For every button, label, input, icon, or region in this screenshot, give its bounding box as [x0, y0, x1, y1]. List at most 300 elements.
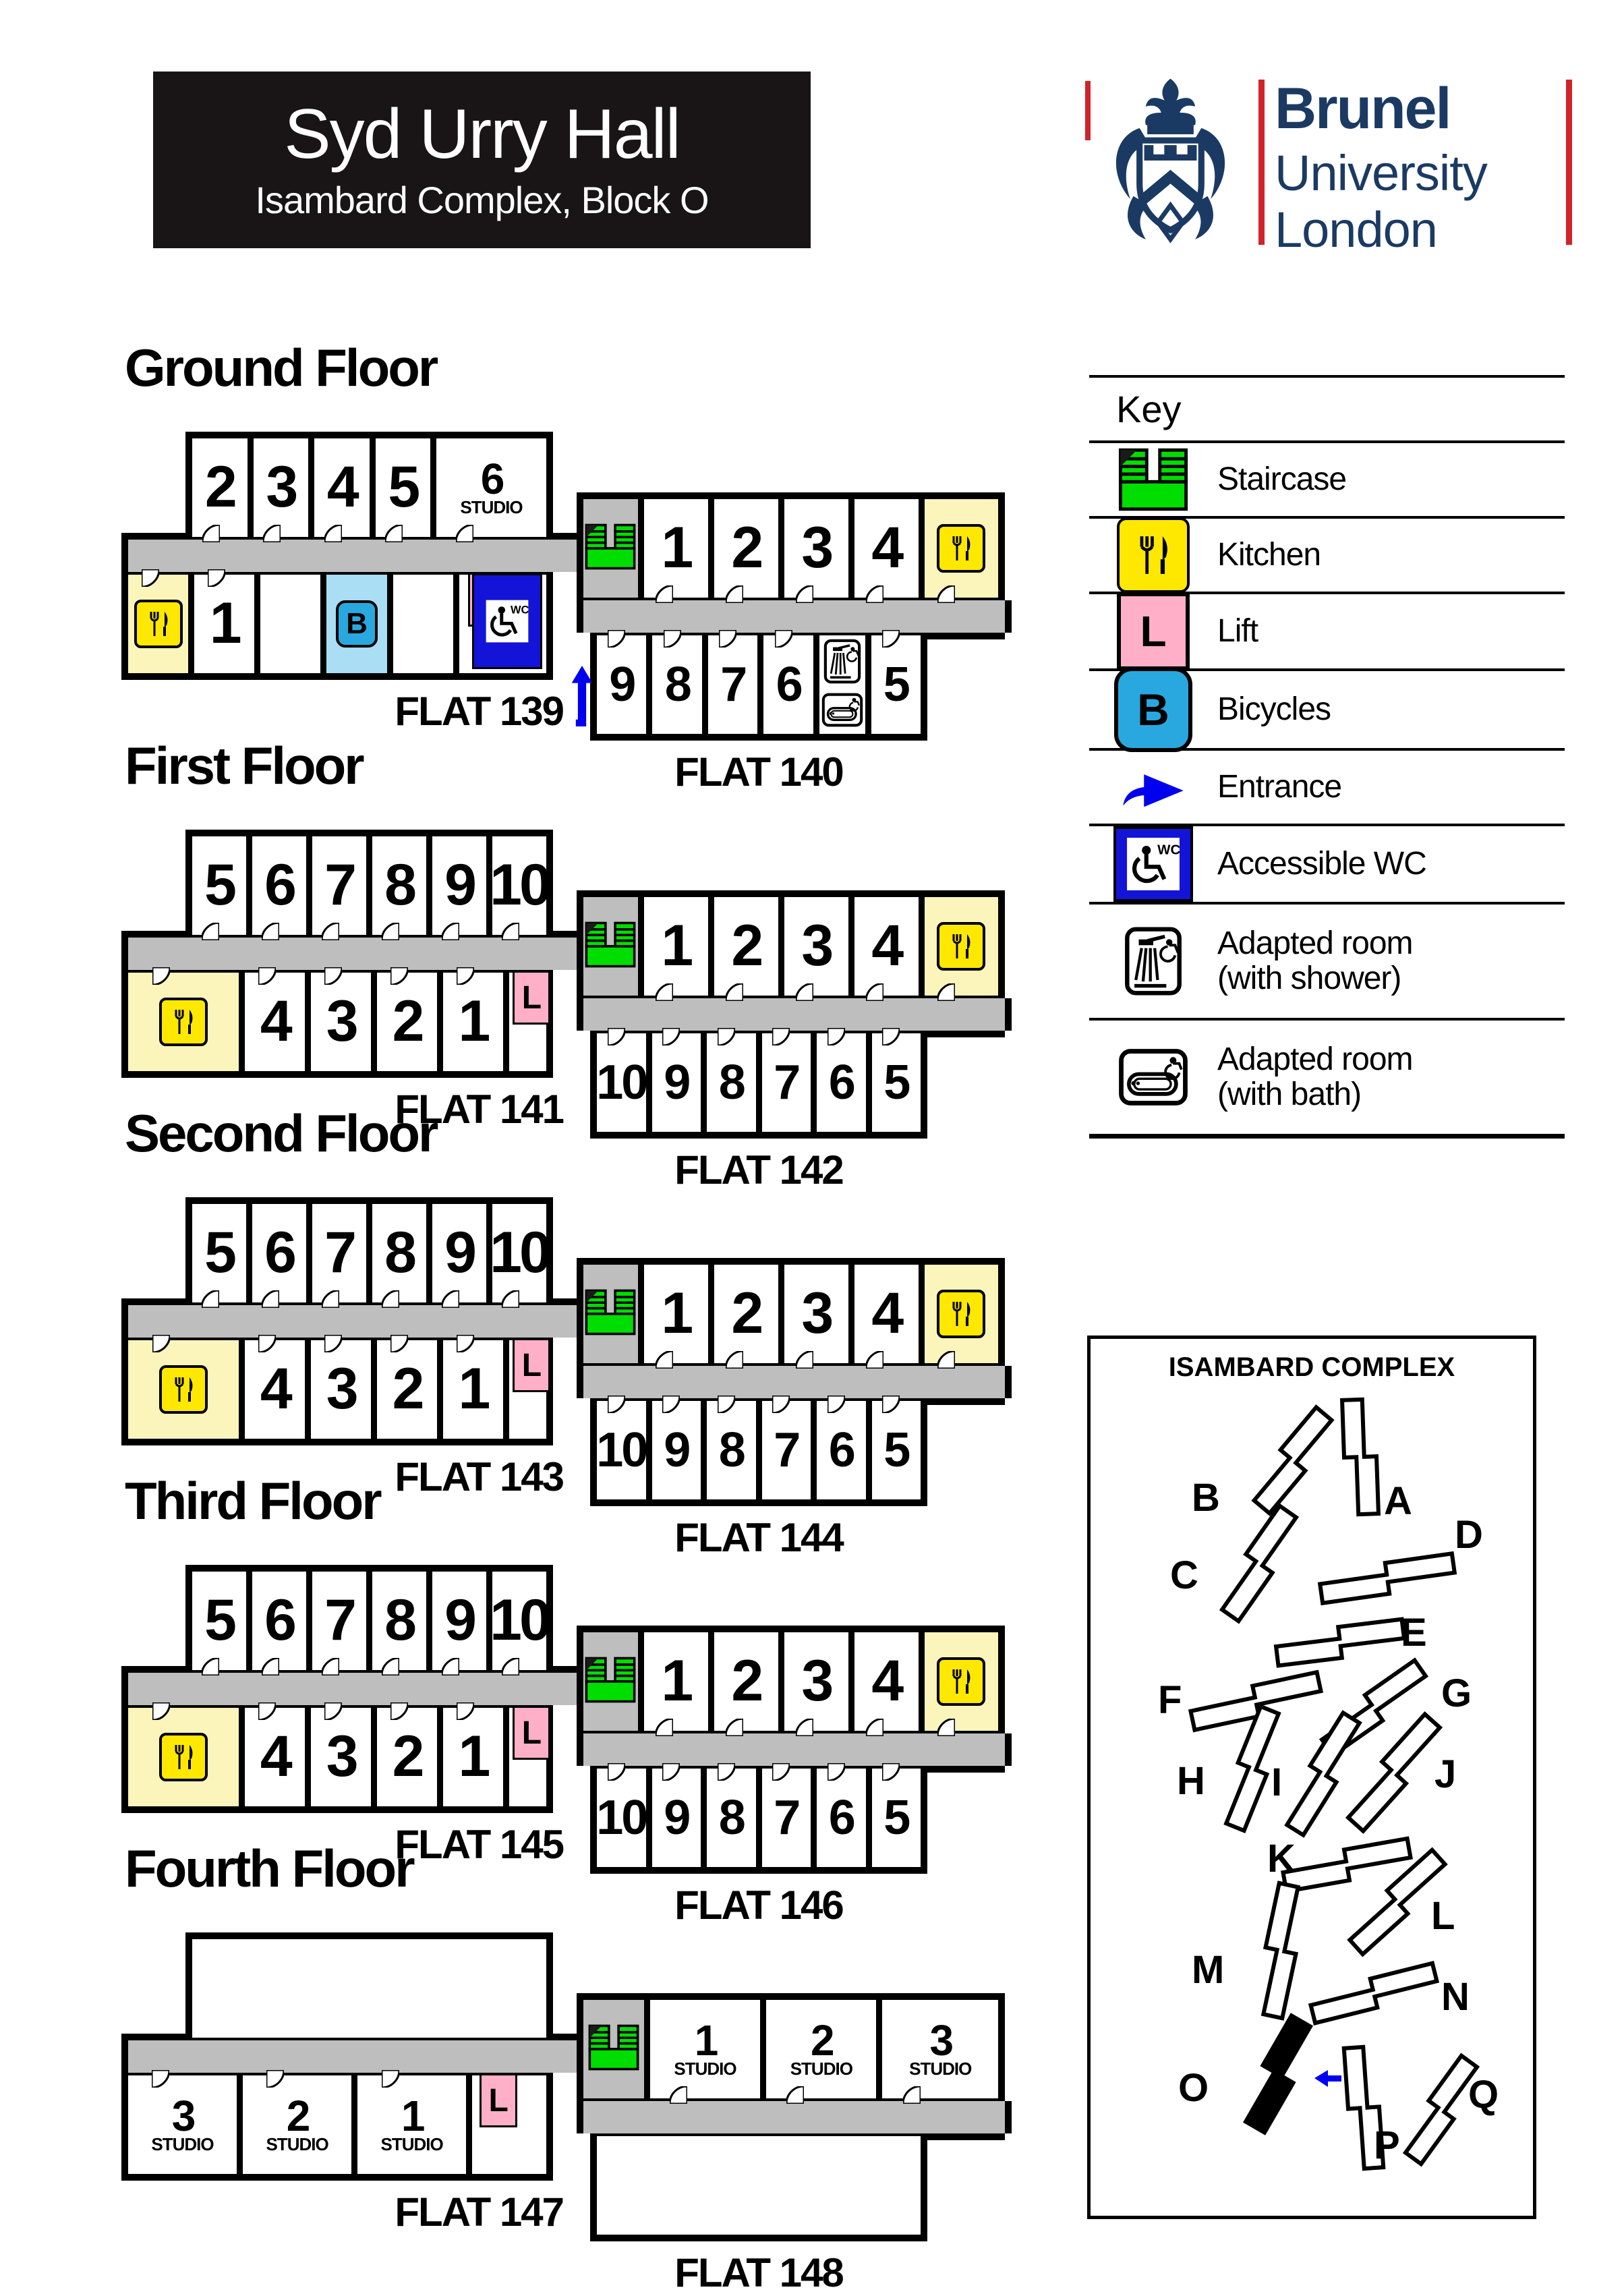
- kitchen-icon: [1117, 517, 1190, 593]
- key-item-lift: [1089, 592, 1565, 668]
- room-lift: [509, 1705, 546, 1806]
- key-item-label: Bicycles: [1217, 691, 1331, 728]
- map-label-g: G: [1441, 1671, 1472, 1715]
- room-7: [762, 1031, 811, 1132]
- room-number: 3: [929, 2015, 952, 2065]
- door-arc-icon: [324, 1335, 342, 1352]
- flat-label-flat-146: FLAT 146: [674, 1883, 843, 1928]
- logo-red-bar-right: [1566, 80, 1572, 245]
- door-arc-icon: [726, 983, 743, 1001]
- door-arc-icon: [726, 1719, 743, 1736]
- room-number: 10: [490, 1220, 549, 1286]
- key-item-accessible-wc: [1089, 824, 1565, 902]
- door-arc-icon: [718, 1028, 735, 1045]
- room-5: [376, 438, 431, 540]
- room-number: 3: [801, 913, 832, 979]
- room-4: [854, 499, 919, 600]
- room-number: 10: [596, 1055, 647, 1110]
- door-arc-icon: [937, 585, 955, 603]
- room-kitchen: [128, 572, 188, 673]
- room-kitchen: [925, 1632, 998, 1733]
- staircase-icon: [1089, 448, 1217, 511]
- room-number: 7: [774, 1423, 799, 1477]
- door-arc-icon: [656, 983, 673, 1001]
- floor-heading-second-floor: Second Floor: [125, 1103, 437, 1163]
- room-2: [714, 1632, 778, 1733]
- room-8: [707, 1031, 756, 1132]
- floor-heading-first-floor: First Floor: [125, 736, 363, 795]
- room-9: [652, 1031, 701, 1132]
- room-7: [312, 836, 366, 938]
- door-arc-icon: [828, 1028, 845, 1045]
- room-number: 9: [609, 657, 635, 712]
- map-label-j: J: [1434, 1752, 1457, 1796]
- room-row-right-top: [577, 1258, 1005, 1366]
- room-row-left-top: [185, 1932, 553, 2040]
- page-subtitle: Isambard Complex, Block O: [255, 179, 709, 222]
- room-number: 1: [209, 591, 239, 656]
- room-number: 3: [171, 2091, 194, 2140]
- room-staircase: [583, 1632, 638, 1733]
- flat-label-flat-147: FLAT 147: [395, 2189, 563, 2235]
- room-3: [784, 1265, 848, 1366]
- room-8: [652, 633, 701, 734]
- map-canvas: [1091, 1383, 1533, 2212]
- bicycles-icon: [1089, 667, 1217, 752]
- door-arc-icon: [202, 923, 219, 940]
- logo-word-london: London: [1275, 202, 1437, 258]
- room-row-left-bottom: [121, 1705, 553, 1813]
- room-kitchen: [128, 1705, 239, 1806]
- room-number: 1: [401, 2091, 423, 2140]
- room-7: [312, 1572, 366, 1673]
- door-arc-icon: [324, 1702, 342, 1720]
- room-row-left-top: [185, 1565, 553, 1673]
- room-4: [854, 1265, 919, 1366]
- door-arc-icon: [262, 1290, 279, 1308]
- room-number: 2: [731, 515, 761, 581]
- room-number: 2: [286, 2091, 308, 2140]
- key-item-label: Staircase: [1217, 461, 1347, 498]
- map-label-q: Q: [1468, 2073, 1499, 2117]
- room-number: 5: [883, 1790, 909, 1845]
- door-arc-icon: [656, 1351, 673, 1369]
- door-arc-icon: [202, 1658, 219, 1675]
- room-number: 5: [204, 1588, 234, 1653]
- room-1: [644, 1632, 708, 1733]
- key-item-adapted-room-with-shower: [1089, 902, 1565, 1018]
- room-2: [714, 1265, 778, 1366]
- room-number: 8: [384, 853, 414, 918]
- lift-icon: L: [513, 973, 550, 1025]
- map-label-i: I: [1271, 1760, 1283, 1804]
- room-number: 2: [392, 1724, 422, 1789]
- room-7: [312, 1204, 366, 1305]
- room-10: [597, 1398, 646, 1499]
- map-label-k: K: [1267, 1837, 1296, 1881]
- door-arc-icon: [664, 630, 681, 648]
- page-title: Syd Urry Hall: [284, 94, 680, 173]
- room-5: [872, 1031, 921, 1132]
- room-staircase: [583, 1265, 638, 1366]
- floor-heading-third-floor: Third Floor: [125, 1471, 380, 1530]
- door-arc-icon: [796, 1351, 813, 1369]
- logo-word-university: University: [1275, 145, 1487, 201]
- room-number: 3: [801, 515, 832, 581]
- room-5: [192, 1204, 246, 1305]
- room-row-right-bottom: [590, 1398, 927, 1506]
- lift-icon: [1089, 592, 1217, 670]
- room-number: 6: [264, 1220, 294, 1286]
- room-number: 10: [490, 853, 549, 918]
- flat-label-flat-139: FLAT 139: [395, 689, 563, 734]
- staircase-icon: [585, 921, 636, 971]
- room-number: 4: [871, 913, 902, 979]
- door-arc-icon: [772, 1396, 790, 1413]
- room-7: [762, 1398, 811, 1499]
- room-2: [192, 438, 248, 540]
- key-title: Key: [1116, 388, 1182, 430]
- room-sub-label: STUDIO: [909, 2059, 972, 2079]
- room-number: 5: [204, 1220, 234, 1286]
- key-item-label: Entrance: [1217, 769, 1342, 805]
- key-item-adapted-room-with-bath: [1089, 1018, 1565, 1139]
- room-number: 4: [260, 989, 290, 1054]
- room-3: [784, 499, 848, 600]
- key-item-staircase: [1089, 440, 1565, 516]
- room-number: 1: [661, 515, 691, 581]
- room-4: [854, 1632, 919, 1733]
- map-label-p: P: [1374, 2123, 1400, 2167]
- room-number: 2: [392, 1356, 422, 1422]
- floor-heading-ground-floor: Ground Floor: [125, 338, 437, 397]
- kitchen-icon: [159, 998, 208, 1046]
- room-number: 6: [264, 1588, 294, 1653]
- flat-label-flat-140: FLAT 140: [674, 749, 843, 795]
- room-blank: [597, 2133, 921, 2235]
- lift-icon: L: [513, 1340, 550, 1392]
- door-arc-icon: [608, 630, 625, 648]
- logo-wordmark: [1275, 76, 1487, 258]
- room-1: [194, 572, 254, 673]
- room-number: 7: [324, 1588, 354, 1653]
- door-arc-icon: [390, 1335, 408, 1352]
- room-row-right-top: [577, 890, 1005, 998]
- room-5: [192, 836, 246, 938]
- room-number: 9: [664, 1055, 689, 1110]
- map-label-e: E: [1401, 1611, 1427, 1655]
- door-arc-icon: [937, 983, 955, 1001]
- room-9: [652, 1766, 701, 1867]
- room-6: [252, 836, 306, 938]
- room-10: [597, 1031, 646, 1132]
- room-row-right-bottom: [590, 633, 927, 741]
- logo-red-bar-mid: [1258, 80, 1265, 245]
- lift-icon: L: [513, 1708, 550, 1760]
- room-number: 1: [458, 1356, 488, 1422]
- door-arc-icon: [258, 1335, 276, 1352]
- door-arc-icon: [266, 2070, 284, 2088]
- door-arc-icon: [262, 1658, 279, 1675]
- room-3: [311, 1338, 371, 1439]
- staircase-icon: [585, 523, 636, 573]
- room-9: [597, 633, 646, 734]
- map-title: ISAMBARD COMPLEX: [1168, 1352, 1455, 1382]
- room-number: 8: [718, 1790, 744, 1845]
- door-arc-icon: [718, 1763, 735, 1781]
- key-item-entrance: [1089, 748, 1565, 824]
- room-7: [708, 633, 757, 734]
- door-arc-icon: [937, 1351, 955, 1369]
- bicycles-icon: B: [336, 600, 378, 648]
- door-arc-icon: [324, 967, 342, 985]
- room-number: 5: [883, 657, 908, 712]
- lift-icon: L: [480, 2075, 517, 2127]
- map-building-n: [1308, 1963, 1439, 2024]
- room-kitchen: [128, 970, 239, 1071]
- flat-label-flat-145: FLAT 145: [395, 1822, 563, 1867]
- door-arc-icon: [390, 967, 408, 985]
- room-blank: [192, 1939, 546, 2040]
- room-number: 8: [384, 1588, 414, 1653]
- room-kitchen: [925, 1265, 998, 1366]
- door-arc-icon: [457, 1702, 474, 1720]
- room-3-studio: [128, 2073, 237, 2174]
- title-box: [153, 71, 811, 248]
- door-arc-icon: [662, 1763, 680, 1781]
- room-row-left-top: [185, 1197, 553, 1305]
- svg-text:WC: WC: [510, 604, 529, 616]
- room-1: [443, 1338, 503, 1439]
- room-number: 3: [266, 455, 296, 520]
- corridor: [121, 1673, 593, 1705]
- door-arc-icon: [772, 1028, 790, 1045]
- corridor: [583, 1366, 1012, 1398]
- room-number: 10: [596, 1423, 647, 1477]
- room-number: 8: [718, 1055, 744, 1110]
- room-4: [245, 1338, 305, 1439]
- door-arc-icon: [866, 1351, 883, 1369]
- door-arc-icon: [656, 585, 673, 603]
- room-number: 2: [731, 913, 761, 979]
- room-2-studio: [766, 2000, 876, 2101]
- door-arc-icon: [152, 1335, 170, 1352]
- bicycles-icon: B: [1114, 667, 1192, 752]
- door-arc-icon: [828, 1763, 845, 1781]
- door-arc-icon: [502, 1658, 519, 1675]
- room-number: 9: [664, 1790, 689, 1845]
- room-number: 3: [801, 1281, 832, 1346]
- room-5: [872, 1766, 921, 1867]
- door-arc-icon: [662, 1396, 680, 1413]
- room-3: [254, 438, 309, 540]
- door-arc-icon: [322, 1290, 339, 1308]
- door-arc-icon: [656, 1719, 673, 1736]
- room-number: 6: [828, 1423, 854, 1477]
- room-9: [432, 836, 486, 938]
- room-6: [817, 1031, 866, 1132]
- kitchen-icon: [937, 922, 985, 971]
- room-10: [490, 1572, 549, 1673]
- room-lift: [509, 970, 546, 1071]
- map-label-n: N: [1441, 1975, 1470, 2019]
- corridor: [583, 998, 1012, 1031]
- adapted-shower-icon: [823, 639, 861, 687]
- room-lift-wc: [459, 572, 546, 673]
- room-lift: [472, 2073, 546, 2174]
- key-item-label: Kitchen: [1217, 537, 1321, 573]
- room-9: [432, 1204, 486, 1305]
- door-arc-icon: [382, 1290, 399, 1308]
- door-arc-icon: [608, 1396, 625, 1413]
- door-arc-icon: [322, 923, 339, 940]
- room-staircase: [583, 2000, 644, 2101]
- room-row-left-bottom: [121, 2073, 553, 2181]
- door-arc-icon: [502, 1290, 519, 1308]
- room-number: 5: [388, 455, 418, 520]
- room-row-left-bottom: [121, 970, 553, 1078]
- key-panel: [1089, 375, 1565, 1139]
- room-1: [644, 1265, 708, 1366]
- door-arc-icon: [324, 525, 342, 542]
- room-number: 3: [326, 989, 356, 1054]
- door-arc-icon: [775, 630, 792, 648]
- room-8: [372, 836, 426, 938]
- door-arc-icon: [152, 2070, 169, 2088]
- room-8: [707, 1766, 756, 1867]
- room-number: 10: [490, 1588, 549, 1653]
- room-number: 2: [811, 2015, 832, 2065]
- door-arc-icon: [382, 2070, 399, 2088]
- room-number: 1: [661, 1281, 691, 1346]
- door-arc-icon: [457, 1335, 474, 1352]
- room-1: [644, 897, 708, 998]
- door-arc-icon: [796, 585, 813, 603]
- door-arc-icon: [263, 525, 281, 542]
- door-arc-icon: [258, 1702, 276, 1720]
- kitchen-icon: [1089, 517, 1217, 593]
- door-arc-icon: [786, 2086, 804, 2104]
- door-arc-icon: [719, 630, 736, 648]
- room-row-left-top: [185, 830, 553, 938]
- map-building-e: [1275, 1619, 1405, 1666]
- room-8: [372, 1572, 426, 1673]
- corridor: [121, 1305, 593, 1338]
- map-label-h: H: [1177, 1759, 1205, 1803]
- flat-label-flat-143: FLAT 143: [395, 1454, 563, 1499]
- room-row-right-top: [577, 492, 1005, 600]
- door-arc-icon: [442, 923, 459, 940]
- door-arc-icon: [882, 1028, 900, 1045]
- room-8: [372, 1204, 426, 1305]
- door-arc-icon: [457, 967, 474, 985]
- room-row-left-bottom: [121, 572, 553, 680]
- room-blank: [393, 572, 453, 673]
- map-building-b: [1245, 1407, 1341, 1513]
- room-1: [443, 1705, 503, 1806]
- room-number: 6: [480, 454, 502, 503]
- map-label-m: M: [1192, 1948, 1225, 1992]
- door-arc-icon: [608, 1028, 625, 1045]
- room-number: 5: [883, 1055, 909, 1110]
- flat-label-flat-144: FLAT 144: [674, 1515, 843, 1560]
- room-sub-label: STUDIO: [380, 2134, 443, 2155]
- room-6: [252, 1204, 306, 1305]
- door-arc-icon: [937, 1719, 955, 1736]
- map-label-a: A: [1384, 1479, 1412, 1523]
- room-4: [314, 438, 370, 540]
- room-number: 5: [204, 853, 234, 918]
- room-staircase: [583, 499, 638, 600]
- door-arc-icon: [258, 967, 276, 985]
- map-label-d: D: [1455, 1513, 1483, 1557]
- corridor: [121, 938, 593, 970]
- room-10: [490, 1204, 549, 1305]
- corridor: [583, 1733, 1012, 1766]
- room-2-studio: [243, 2073, 351, 2174]
- flat-label-flat-142: FLAT 142: [674, 1147, 843, 1193]
- room-6: [252, 1572, 306, 1673]
- room-2: [714, 897, 778, 998]
- map-label-b: B: [1192, 1476, 1220, 1520]
- room-row-left-bottom: [121, 1338, 553, 1445]
- door-arc-icon: [322, 1658, 339, 1675]
- key-item-label: Adapted room (with shower): [1217, 925, 1413, 996]
- map-entrance-arrow-icon: [1314, 2070, 1341, 2087]
- room-number: 4: [260, 1724, 290, 1789]
- map-label-f: F: [1158, 1678, 1182, 1722]
- key-item-kitchen: [1089, 516, 1565, 592]
- room-number: 1: [661, 913, 691, 979]
- door-arc-icon: [208, 569, 225, 587]
- room-3: [784, 1632, 848, 1733]
- room-number: 6: [776, 657, 801, 712]
- kitchen-icon: [159, 1733, 208, 1781]
- room-number: 3: [326, 1356, 356, 1422]
- room-6: [817, 1766, 866, 1867]
- room-9: [652, 1398, 701, 1499]
- room-3: [311, 970, 371, 1071]
- room-number: 8: [664, 657, 690, 712]
- corridor: [121, 540, 593, 572]
- map-building-m: [1252, 1883, 1310, 2018]
- flat-label-flat-148: FLAT 148: [674, 2250, 843, 2295]
- door-arc-icon: [866, 983, 883, 1001]
- door-arc-icon: [866, 1719, 883, 1736]
- room-number: 1: [458, 1724, 488, 1789]
- room-4: [854, 897, 919, 998]
- room-number: 1: [694, 2015, 716, 2065]
- room-row-right-top: [577, 1626, 1005, 1733]
- door-arc-icon: [152, 967, 170, 985]
- room-kitchen: [128, 1338, 239, 1439]
- room-2: [377, 1705, 437, 1806]
- door-arc-icon: [866, 585, 883, 603]
- room-number: 7: [324, 853, 354, 918]
- room-6-studio: [436, 438, 546, 540]
- room-sub-label: STUDIO: [790, 2059, 852, 2079]
- room-number: 4: [326, 455, 357, 520]
- room-number: 4: [871, 1648, 902, 1714]
- room-row-right-bottom: [590, 2133, 927, 2241]
- corridor: [121, 2040, 593, 2073]
- accessible-wc-icon: [1089, 826, 1217, 902]
- entrance-icon: [1089, 764, 1217, 811]
- room-2: [377, 1338, 437, 1439]
- adapted-bath-icon: [821, 693, 863, 730]
- room-number: 5: [883, 1423, 909, 1477]
- svg-text:WC: WC: [1157, 842, 1181, 858]
